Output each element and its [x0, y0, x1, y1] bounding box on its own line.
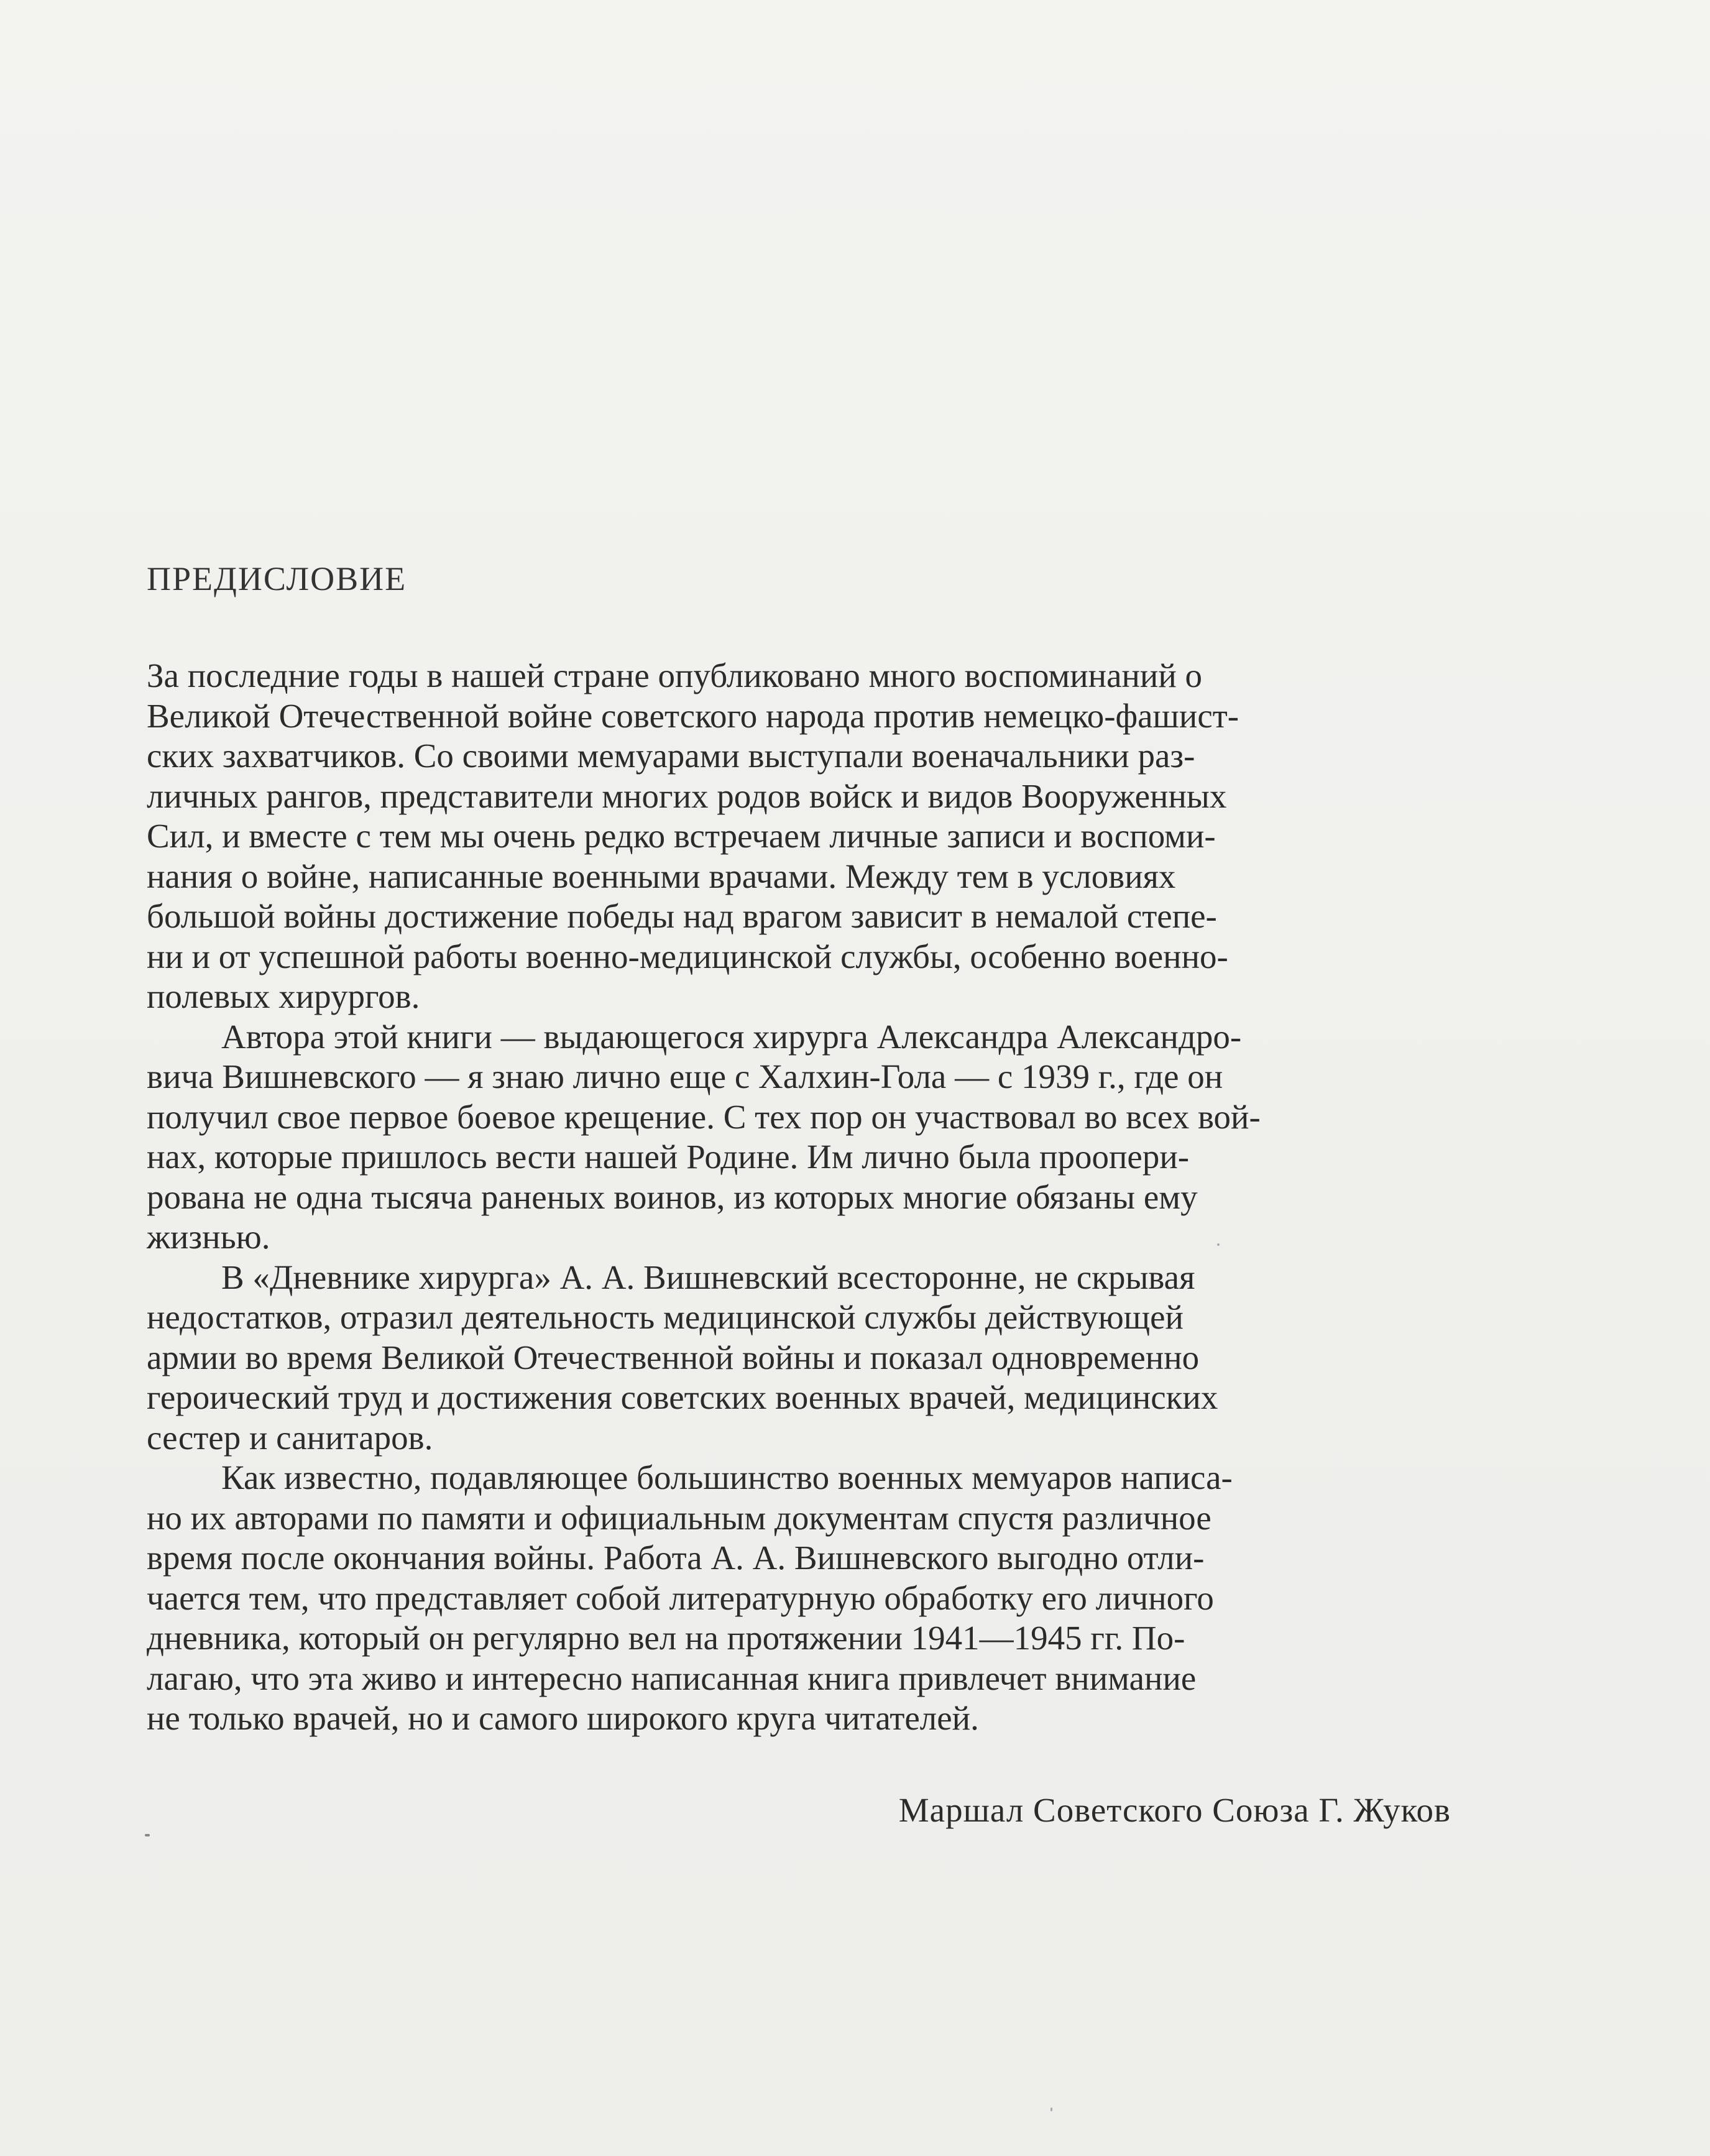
print-speck [145, 1834, 150, 1836]
text-line: ских захватчиков. Со своими мемуарами выступали военачальники раз- [147, 737, 1195, 775]
text-line: вича Вишневского — я знаю лично еще с Халхин-Гола — с 1939 г., где он [147, 1057, 1223, 1095]
text-line: ни и от успешной работы военно-медицинской службы, особенно военно- [147, 937, 1228, 975]
text-line: личных рангов, представители многих родов войск и видов Вооруженных [147, 776, 1227, 815]
page-title: ПРЕДИСЛОВИЕ [147, 560, 407, 597]
text-line: В «Дневнике хирурга» А. А. Вишневский всесторонне, не скрывая [221, 1258, 1195, 1296]
paragraph-1 [147, 656, 1451, 1017]
text-line: Автора этой книги — выдающегося хирурга Александра Александро- [221, 1017, 1242, 1056]
text-line: За последние годы в нашей стране опубликовано много воспоминаний о [147, 656, 1203, 694]
paragraph-2 [147, 1017, 1451, 1258]
text-line: сестер и санитаров. [147, 1418, 433, 1457]
text-line: не только врачей, но и самого широкого круга читателей. [147, 1699, 979, 1737]
text-line: но их авторами по памяти и официальным документам спустя различное [147, 1498, 1211, 1537]
text-line: героический труд и достижения советских военных врачей, медицинских [147, 1378, 1218, 1416]
text-line: Великой Отечественной войне советского народа против немецко-фашист- [147, 696, 1239, 735]
text-line: жизнью. [147, 1218, 270, 1256]
paragraph-4 [147, 1458, 1451, 1739]
text-line: дневника, который он регулярно вел на протяжении 1941—1945 гг. По- [147, 1619, 1185, 1657]
text-line: нания о войне, написанные военными врачами. Между тем в условиях [147, 857, 1176, 895]
text-line: Сил, и вместе с тем мы очень редко встречаем личные записи и воспоми- [147, 817, 1216, 855]
author-signature: Маршал Советского Союза Г. Жуков [898, 1791, 1451, 1829]
text-line: время после окончания войны. Работа А. А. Вишневского выгодно отли- [147, 1539, 1205, 1577]
text-line: рована не одна тысяча раненых воинов, из которых многие обязаны ему [147, 1177, 1198, 1216]
text-line: получил свое первое боевое крещение. С тех пор он участвовал во всех вой- [147, 1097, 1261, 1136]
paragraph-3 [147, 1258, 1451, 1458]
text-line: чается тем, что представляет собой литературную обработку его личного [147, 1578, 1214, 1617]
text-line: полевых хирургов. [147, 977, 420, 1015]
print-speck [1050, 2108, 1052, 2111]
print-speck [1217, 1243, 1220, 1246]
text-line: нах, которые пришлось вести нашей Родине. Им лично была проопери- [147, 1138, 1190, 1176]
text-line: большой войны достижение победы над врагом зависит в немалой степе- [147, 897, 1217, 935]
text-line: лагаю, что эта живо и интересно написанная книга привлечет внимание [147, 1659, 1197, 1697]
text-line: Как известно, подавляющее большинство военных мемуаров написа- [221, 1458, 1233, 1496]
text-line: армии во время Великой Отечественной войны и показал одновременно [147, 1338, 1200, 1376]
foreword-body [147, 656, 1451, 1739]
text-line: недостатков, отразил деятельность медицинской службы действующей [147, 1298, 1184, 1336]
